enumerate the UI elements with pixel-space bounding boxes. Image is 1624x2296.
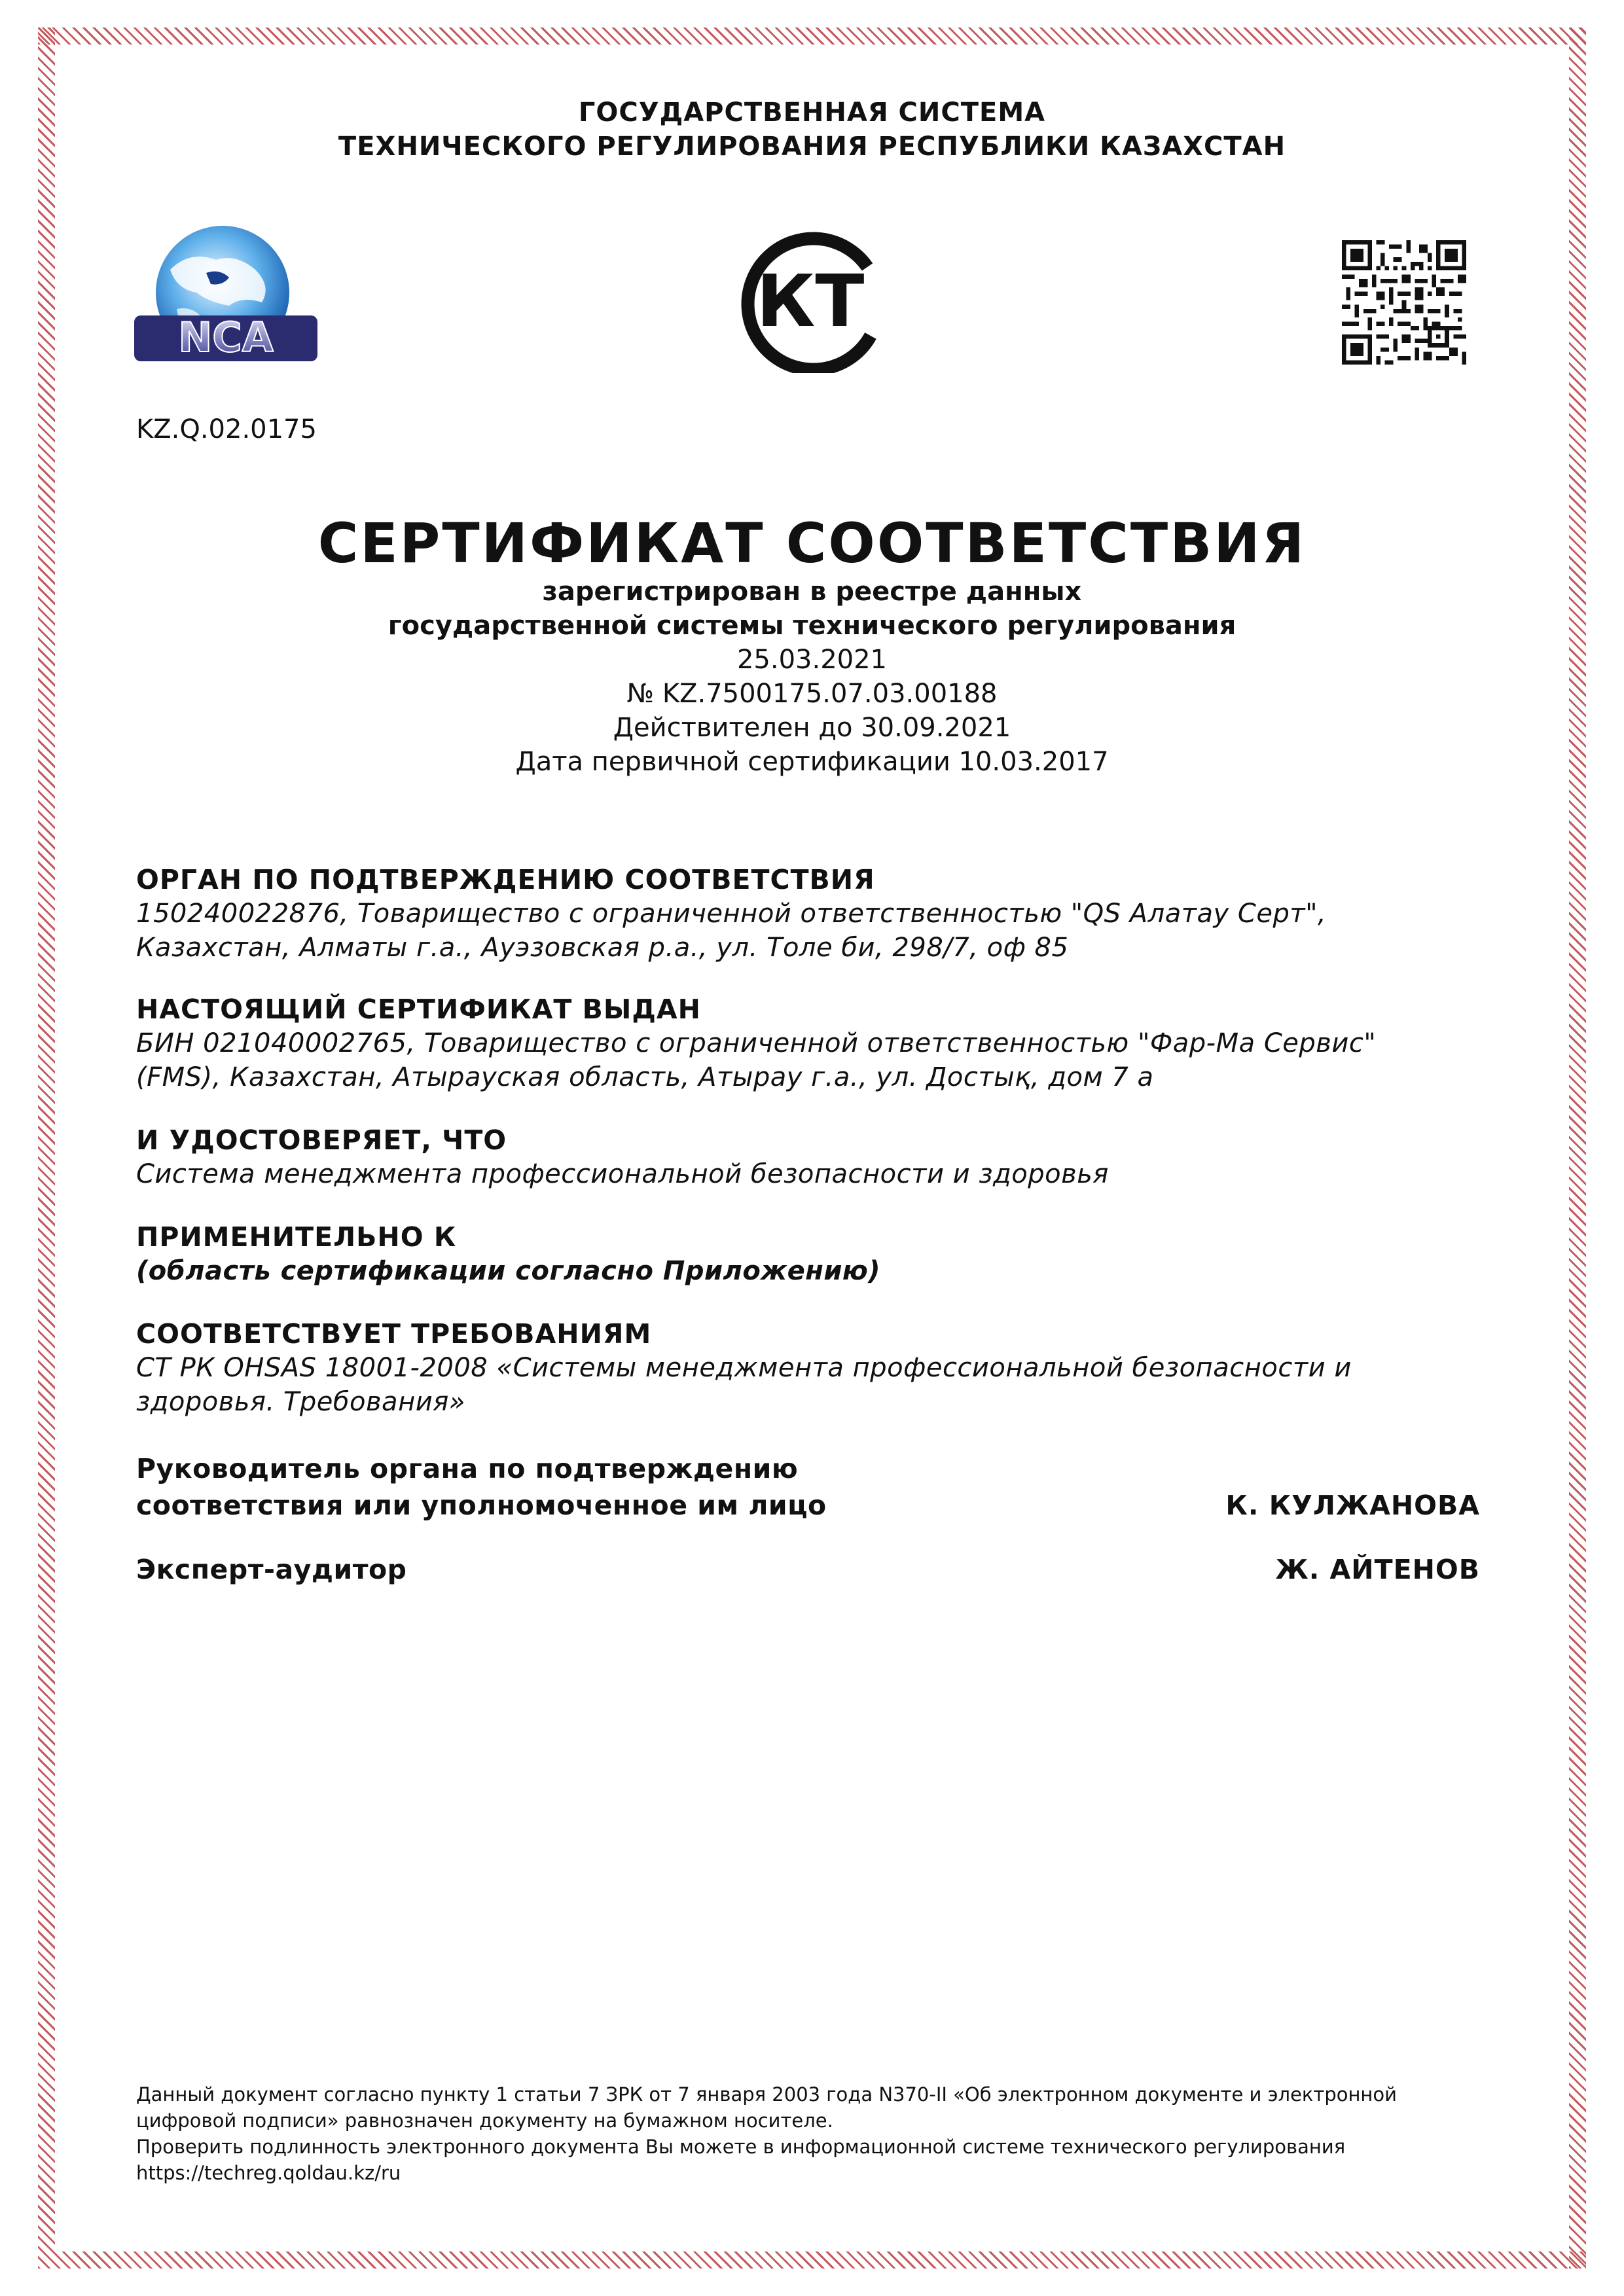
head-signatory-name: К. КУЛЖАНОВА (1225, 1490, 1480, 1521)
footer-line-3: Проверить подлинность электронного документа Вы можете в информационной системе технического регулирования (136, 2136, 1346, 2158)
requirements-line-1: СТ РК OHSAS 18001-2008 «Системы менеджмента профессиональной безопасности и (136, 1353, 1352, 1383)
svg-text:КТ: КТ (756, 259, 865, 343)
header-line-1: ГОСУДАРСТВЕННАЯ СИСТЕМА (578, 98, 1046, 128)
certification-body-line-2: Казахстан, Алматы г.а., Ауэзовская р.а., ул. Толе би, 298/7, оф 85 (136, 933, 1069, 963)
footer-line-1: Данный документ согласно пункту 1 статьи 7 ЗРК от 7 января 2003 года N370-II «Об электронном документе и электронной (136, 2083, 1397, 2106)
expert-auditor-name: Ж. АЙТЕНОВ (1275, 1554, 1480, 1585)
verification-link[interactable]: https://techreg.qoldau.kz/ru (136, 2162, 401, 2184)
requirements-line-2: здоровья. Требования» (136, 1387, 465, 1417)
section-label-issued-to: НАСТОЯЩИЙ СЕРТИФИКАТ ВЫДАН (136, 994, 701, 1025)
registration-date: 25.03.2021 (736, 645, 888, 675)
certificate-title: СЕРТИФИКАТ СООТВЕТСТВИЯ (317, 511, 1307, 575)
head-signatory-label-line-1: Руководитель органа по подтверждению (136, 1453, 799, 1484)
certification-body-line-1: 150240022876, Товарищество с ограниченной ответственностью "QS Алатау Серт", (136, 899, 1327, 929)
section-text-applicable: (область сертификации согласно Приложению) (136, 1256, 881, 1286)
svg-text:NCA: NCA (178, 314, 274, 361)
first-certification-date: Дата первичной сертификации 10.03.2017 (515, 747, 1109, 777)
valid-until: Действителен до 30.09.2021 (613, 713, 1011, 743)
issued-to-line-2: (FMS), Казахстан, Атырауская область, Атырау г.а., ул. Достық, дом 7 а (136, 1062, 1154, 1092)
nca-globe-logo (131, 224, 321, 381)
head-signatory-label (136, 1450, 1053, 1524)
registered-line-1: зарегистрирован в реестре данных (542, 577, 1082, 607)
legal-footer-note (136, 2081, 1498, 2186)
head-signatory-label-line-2: соответствия или уполномоченное им лицо (136, 1490, 827, 1521)
certificate-registration-block (0, 575, 1624, 779)
header-line-2: ТЕХНИЧЕСКОГО РЕГУЛИРОВАНИЯ РЕСПУБЛИКИ КАЗАХСТАН (338, 132, 1286, 162)
section-label-certifies: И УДОСТОВЕРЯЕТ, ЧТО (136, 1124, 507, 1156)
border-bottom (38, 2251, 1586, 2269)
nca-logo-text (134, 314, 317, 361)
kt-conformity-mark-logo (740, 228, 885, 373)
section-text-requirements (136, 1351, 1485, 1419)
border-right (1569, 27, 1586, 2269)
border-left (38, 27, 55, 2269)
section-text-certification-body (136, 897, 1485, 965)
footer-line-2: цифровой подписи» равнозначен документу на бумажном носителе. (136, 2109, 833, 2132)
kt-logo-letters (757, 259, 865, 343)
section-label-requirements: СООТВЕТСТВУЕТ ТРЕБОВАНИЯМ (136, 1318, 652, 1350)
accreditation-code: KZ.Q.02.0175 (136, 414, 317, 444)
issuing-system-header (0, 96, 1624, 164)
section-label-certification-body: ОРГАН ПО ПОДТВЕРЖДЕНИЮ СООТВЕТСТВИЯ (136, 864, 875, 895)
section-text-certifies: Система менеджмента профессиональной безопасности и здоровья (136, 1159, 1109, 1189)
issued-to-line-1: БИН 021040002765, Товарищество с ограниченной ответственностью "Фар-Ма Сервис" (136, 1028, 1377, 1058)
qr-code[interactable] (1342, 240, 1466, 365)
registered-line-2: государственной системы технического регулирования (388, 611, 1236, 641)
border-top (38, 27, 1586, 45)
certificate-number: № KZ.7500175.07.03.00188 (626, 679, 998, 709)
section-label-applicable: ПРИМЕНИТЕЛЬНО К (136, 1221, 457, 1253)
section-text-issued-to (136, 1026, 1485, 1094)
expert-auditor-label: Эксперт-аудитор (136, 1554, 407, 1585)
